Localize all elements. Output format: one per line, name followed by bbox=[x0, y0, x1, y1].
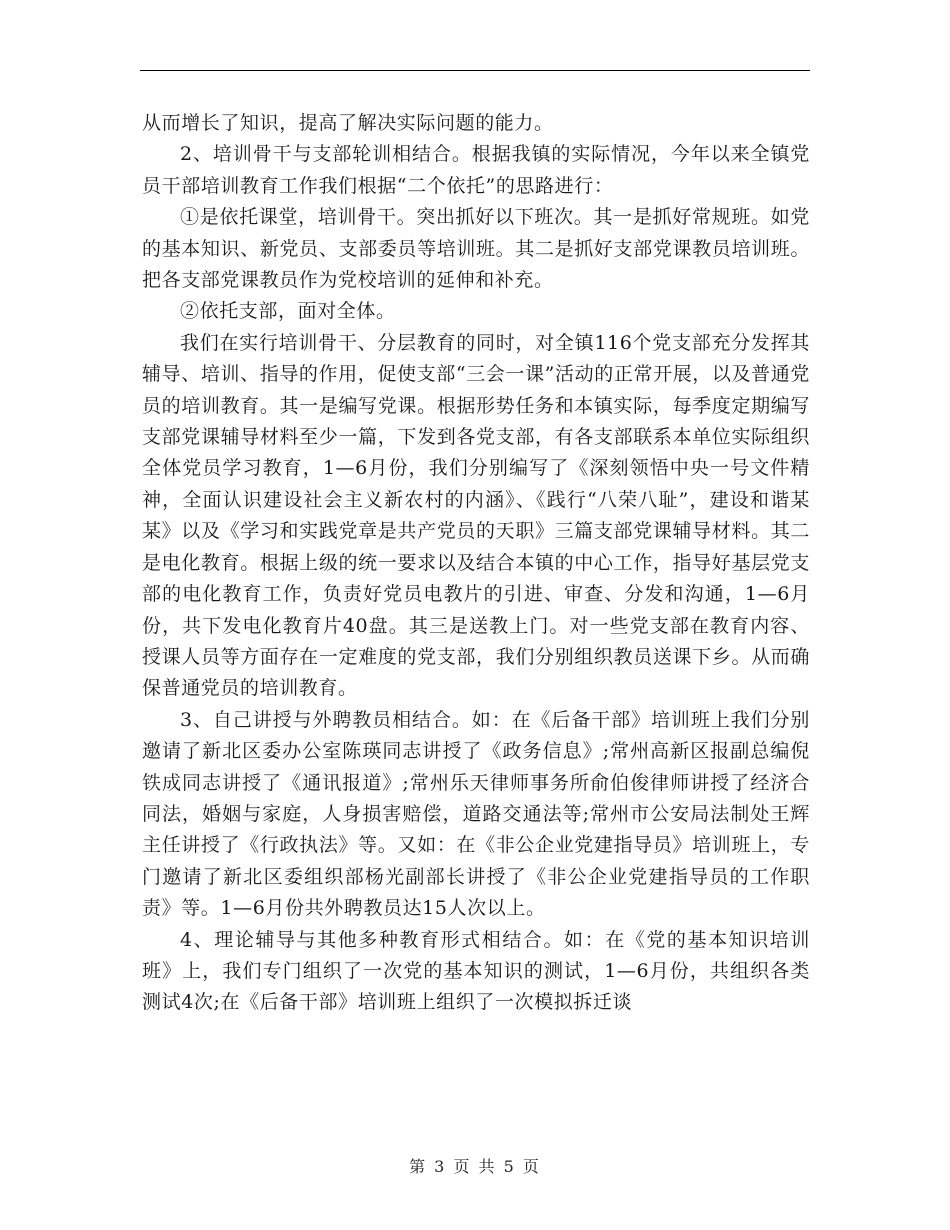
paragraph: 2、培训骨干与支部轮训相结合。根据我镇的实际情况，今年以来全镇党员干部培训教育工作我们根据“二个依托”的思路进行： bbox=[142, 143, 810, 197]
document-body bbox=[142, 108, 810, 1019]
paragraph: 4、理论辅导与其他多种教育形式相结合。如：在《党的基本知识培训班》上，我们专门组织了一次党的基本知识的测试，1—6月份，共组织各类测试4次;在《后备干部》培训班上组织了一次模拟拆迁谈 bbox=[142, 928, 810, 1014]
header-rule bbox=[140, 70, 810, 71]
paragraph: ②依托支部，面对全体。 bbox=[180, 300, 396, 323]
paragraph: 我们在实行培训骨干、分层教育的同时，对全镇116个党支部充分发挥其辅导、培训、指导的作用，促使支部“三会一课”活动的正常开展，以及普通党员的培训教育。其一是编写党课。根据形势任务和本镇实际，每季度定期编写支部党课辅导材料至少一篇，下发到各党支部，有各支部联系本单位实际组织全体党员学习教育，1—6月份，我们分别编写了《深刻领悟中央一号文件精神，全面认识建设社会主义新农村的内涵》、《践行“八荣八耻”，建设和谐某某》以及《学习和实践党章是共产党员的天职》三篇支部党课辅导材料。其二是电化教育。根据上级的统一要求以及结合本镇的中心工作，指导好基层党支部的电化教育工作，负责好党员电教片的引进、审查、分发和沟通，1—6月份，共下发电化教育片40盘。其三是送教上门。对一些党支部在教育内容、授课人员等方面存在一定难度的党支部，我们分别组织教员送课下乡。从而确保普通党员的培训教育。 bbox=[142, 331, 810, 700]
paragraph: ①是依托课堂，培训骨干。突出抓好以下班次。其一是抓好常规班。如党的基本知识、新党员、支部委员等培训班。其二是抓好支部党课教员培训班。把各支部党课教员作为党校培训的延伸和补充。 bbox=[142, 206, 810, 292]
page-number-footer: 第 3 页 共 5 页 bbox=[409, 1157, 541, 1176]
paragraph: 从而增长了知识，提高了解决实际问题的能力。 bbox=[142, 112, 554, 134]
paragraph: 3、自己讲授与外聘教员相结合。如：在《后备干部》培训班上我们分别邀请了新北区委办公室陈瑛同志讲授了《政务信息》;常州高新区报副总编倪铁成同志讲授了《通讯报道》;常州乐天律师事务所俞伯俊律师讲授了经济合同法，婚姻与家庭，人身损害赔偿，道路交通法等;常州市公安局法制处王辉主任讲授了《行政执法》等。又如：在《非公企业党建指导员》培训班上，专门邀请了新北区委组织部杨光副部长讲授了《非公企业党建指导员的工作职责》等。1—6月份共外聘教员达15人次以上。 bbox=[142, 708, 810, 920]
